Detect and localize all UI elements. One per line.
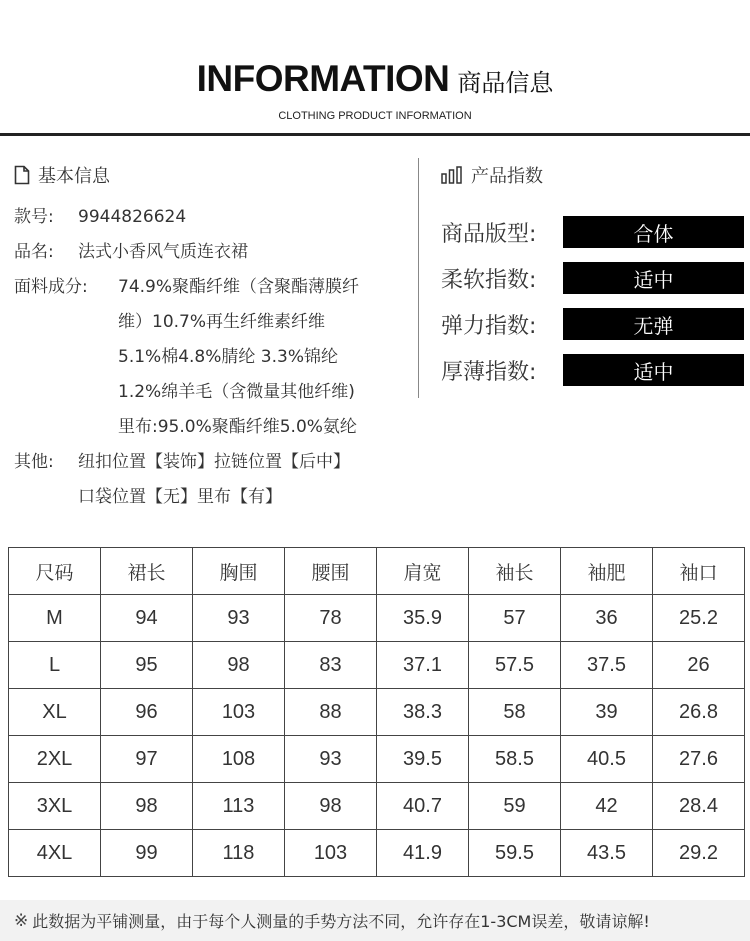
table-header-cell: 腰围	[285, 548, 377, 595]
table-cell: 42	[561, 783, 653, 830]
table-cell: 95	[101, 642, 193, 689]
table-header-cell: 尺码	[9, 548, 101, 595]
table-cell: 36	[561, 595, 653, 642]
title-cn: 商品信息	[457, 69, 554, 97]
note-symbol-icon: ※	[14, 910, 29, 931]
table-header-cell: 肩宽	[377, 548, 469, 595]
table-cell: 58	[469, 689, 561, 736]
other-label: 其他:	[14, 452, 54, 472]
table-cell: 58.5	[469, 736, 561, 783]
table-header-cell: 裙长	[101, 548, 193, 595]
fabric-line: 74.9%聚酯纤维（含聚酯薄膜纤	[118, 277, 360, 297]
table-cell: 118	[193, 830, 285, 877]
other-line: 纽扣位置【装饰】拉链位置【后中】	[78, 452, 350, 472]
product-name-row	[14, 235, 414, 270]
table-cell: 40.7	[377, 783, 469, 830]
table-cell: 29.2	[653, 830, 745, 877]
style-number-label: 款号:	[14, 207, 54, 227]
table-cell: 37.1	[377, 642, 469, 689]
table-cell: 43.5	[561, 830, 653, 877]
product-index-section	[441, 160, 746, 400]
table-cell: 3XL	[9, 783, 101, 830]
table-cell: 25.2	[653, 595, 745, 642]
basic-info-heading	[14, 160, 414, 190]
table-cell: 83	[285, 642, 377, 689]
fabric-line: 1.2%绵羊毛（含微量其他纤维)	[118, 382, 355, 402]
table-cell: 98	[285, 783, 377, 830]
table-cell: 93	[285, 736, 377, 783]
table-cell: 2XL	[9, 736, 101, 783]
basic-info-section	[14, 160, 414, 515]
table-cell: 4XL	[9, 830, 101, 877]
table-row	[9, 595, 745, 642]
softness-index-row	[441, 262, 746, 294]
table-header-cell: 袖肥	[561, 548, 653, 595]
table-cell: 26.8	[653, 689, 745, 736]
table-cell: 98	[101, 783, 193, 830]
product-name-value: 法式小香风气质连衣裙	[78, 242, 248, 262]
table-header-cell: 袖口	[653, 548, 745, 595]
footer-note-bar	[0, 900, 750, 941]
size-table	[8, 547, 745, 877]
index-label: 弹力指数:	[441, 313, 537, 339]
other-row	[14, 445, 414, 480]
thickness-index-row	[441, 354, 746, 386]
table-row	[9, 736, 745, 783]
table-cell: 94	[101, 595, 193, 642]
fabric-line: 5.1%棉4.8%腈纶 3.3%锦纶	[118, 347, 338, 367]
table-cell: 96	[101, 689, 193, 736]
fabric-line: 里布:95.0%聚酯纤维5.0%氨纶	[118, 417, 357, 437]
table-header-cell: 袖长	[469, 548, 561, 595]
style-number-row	[14, 200, 414, 235]
fit-index-row	[441, 216, 746, 248]
table-cell: 40.5	[561, 736, 653, 783]
table-cell: 59	[469, 783, 561, 830]
table-header-cell: 胸围	[193, 548, 285, 595]
table-cell: 27.6	[653, 736, 745, 783]
table-cell: 103	[285, 830, 377, 877]
table-cell: L	[9, 642, 101, 689]
fabric-row	[14, 270, 414, 305]
index-label: 商品版型:	[441, 221, 537, 247]
table-row	[9, 783, 745, 830]
table-cell: 99	[101, 830, 193, 877]
product-index-title: 产品指数	[471, 166, 543, 187]
bar-chart-icon	[441, 166, 463, 184]
header-divider	[0, 133, 750, 136]
table-row	[9, 830, 745, 877]
style-number-value: 9944826624	[78, 207, 187, 227]
table-cell: 98	[193, 642, 285, 689]
table-cell: 93	[193, 595, 285, 642]
document-icon	[14, 165, 30, 185]
table-cell: 57	[469, 595, 561, 642]
index-label: 柔软指数:	[441, 267, 537, 293]
product-name-label: 品名:	[14, 242, 54, 262]
index-value: 合体	[563, 216, 744, 248]
table-header-row	[9, 548, 745, 595]
title-en: INFORMATION	[196, 58, 450, 99]
table-cell: 39.5	[377, 736, 469, 783]
table-cell: 39	[561, 689, 653, 736]
table-cell: 28.4	[653, 783, 745, 830]
other-line: 口袋位置【无】里布【有】	[78, 487, 282, 507]
table-cell: 37.5	[561, 642, 653, 689]
index-label: 厚薄指数:	[441, 359, 537, 385]
page-title	[0, 58, 750, 100]
table-cell: 57.5	[469, 642, 561, 689]
table-cell: 97	[101, 736, 193, 783]
table-cell: 59.5	[469, 830, 561, 877]
table-row	[9, 689, 745, 736]
table-cell: 113	[193, 783, 285, 830]
table-cell: 108	[193, 736, 285, 783]
index-value: 无弹	[563, 308, 744, 340]
fabric-line: 维）10.7%再生纤维素纤维	[118, 312, 326, 332]
elasticity-index-row	[441, 308, 746, 340]
index-value: 适中	[563, 262, 744, 294]
product-index-heading	[441, 160, 746, 190]
table-cell: XL	[9, 689, 101, 736]
footer-note: 此数据为平铺测量，由于每个人测量的手势方法不同，允许存在1-3CM误差，敬请谅解!	[32, 912, 650, 931]
basic-info-title: 基本信息	[38, 166, 110, 187]
table-cell: 38.3	[377, 689, 469, 736]
table-cell: 88	[285, 689, 377, 736]
header	[0, 0, 750, 140]
fabric-label: 面料成分:	[14, 277, 88, 297]
section-divider	[418, 158, 419, 398]
index-value: 适中	[563, 354, 744, 386]
table-cell: 103	[193, 689, 285, 736]
table-cell: 35.9	[377, 595, 469, 642]
table-cell: M	[9, 595, 101, 642]
table-cell: 41.9	[377, 830, 469, 877]
table-cell: 78	[285, 595, 377, 642]
page-subtitle: CLOTHING PRODUCT INFORMATION	[278, 110, 472, 122]
table-row	[9, 642, 745, 689]
table-cell: 26	[653, 642, 745, 689]
